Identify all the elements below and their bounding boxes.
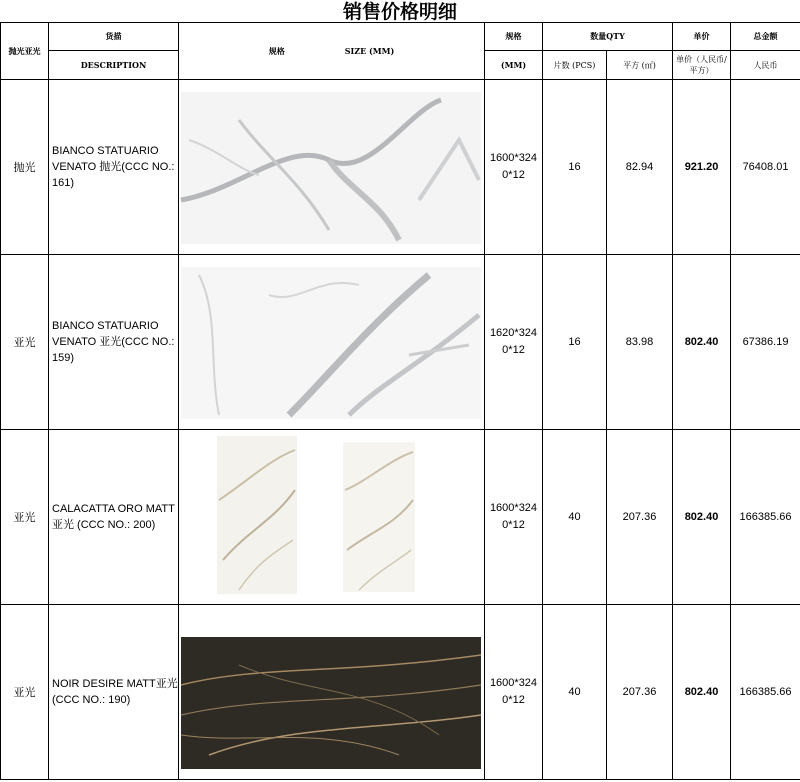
pcs-cell: 40 — [543, 430, 607, 605]
total-cell: 166385.66 — [731, 605, 800, 780]
page-title: 销售价格明细 — [342, 1, 457, 23]
finish-cell: 亚光 — [1, 255, 49, 430]
header-row-1 — [1, 23, 800, 51]
unit-price-cell: 921.20 — [673, 80, 731, 255]
header-pcs: 片数 (PCS) — [543, 51, 607, 80]
total-cell: 67386.19 — [731, 255, 800, 430]
sqm-cell: 207.36 — [607, 430, 673, 605]
product-image-cell — [179, 80, 485, 255]
table-row — [1, 255, 800, 430]
total-cell: 166385.66 — [731, 430, 800, 605]
product-image-cell — [179, 430, 485, 605]
unit-price-cell: 802.40 — [673, 605, 731, 780]
header-total: 总金额 — [731, 23, 800, 51]
description-cell: BIANCO STATUARIO VENATO 亚光(CCC NO.: 159) — [49, 255, 179, 430]
size-cell: 1600*3240*12 — [485, 80, 543, 255]
description-cell: BIANCO STATUARIO VENATO 抛光(CCC NO.: 161) — [49, 80, 179, 255]
size-cell: 1600*3240*12 — [485, 430, 543, 605]
pcs-cell: 16 — [543, 80, 607, 255]
product-image-cell — [179, 255, 485, 430]
sqm-cell: 82.94 — [607, 80, 673, 255]
sqm-cell: 83.98 — [607, 255, 673, 430]
header-unit-price: 单价 — [673, 23, 731, 51]
header-finish: 抛光亚光 — [1, 23, 49, 80]
description-cell: NOIR DESIRE MATT亚光(CCC NO.: 190) — [49, 605, 179, 780]
finish-cell: 亚光 — [1, 605, 49, 780]
header-spec-cn: 规格 — [268, 45, 285, 56]
finish-cell: 抛光 — [1, 80, 49, 255]
noir-desire-slab — [179, 605, 483, 779]
bianco-statuario-matt-slab — [179, 255, 483, 429]
header-sqm: 平方 (㎡) — [607, 51, 673, 80]
header-qty: 数量QTY — [543, 23, 673, 51]
size-cell: 1620*3240*12 — [485, 255, 543, 430]
table-row — [1, 430, 800, 605]
product-image-cell — [179, 605, 485, 780]
table-row — [1, 605, 800, 780]
unit-price-cell: 802.40 — [673, 430, 731, 605]
total-cell: 76408.01 — [731, 80, 800, 255]
unit-price-cell: 802.40 — [673, 255, 731, 430]
calacatta-oro-slabs — [179, 430, 483, 604]
header-spec2-mm: (MM) — [485, 51, 543, 80]
sqm-cell: 207.36 — [607, 605, 673, 780]
bianco-statuario-polished-slab — [179, 80, 483, 254]
header-size-mm: SIZE (MM) — [344, 45, 395, 56]
header-goods: 货描 — [49, 23, 179, 51]
price-table — [0, 22, 800, 780]
pcs-cell: 16 — [543, 255, 607, 430]
table-row — [1, 80, 800, 255]
header-description: DESCRIPTION — [49, 51, 179, 80]
header-spec — [179, 23, 485, 80]
header-total-sub: 人民币 — [731, 51, 800, 80]
size-cell: 1600*3240*12 — [485, 605, 543, 780]
description-cell: CALACATTA ORO MATT亚光 (CCC NO.: 200) — [49, 430, 179, 605]
header-spec2: 规格 — [485, 23, 543, 51]
finish-cell: 亚光 — [1, 430, 49, 605]
pcs-cell: 40 — [543, 605, 607, 780]
header-unit-price-sub: 单价（人民币/平方） — [673, 51, 731, 80]
